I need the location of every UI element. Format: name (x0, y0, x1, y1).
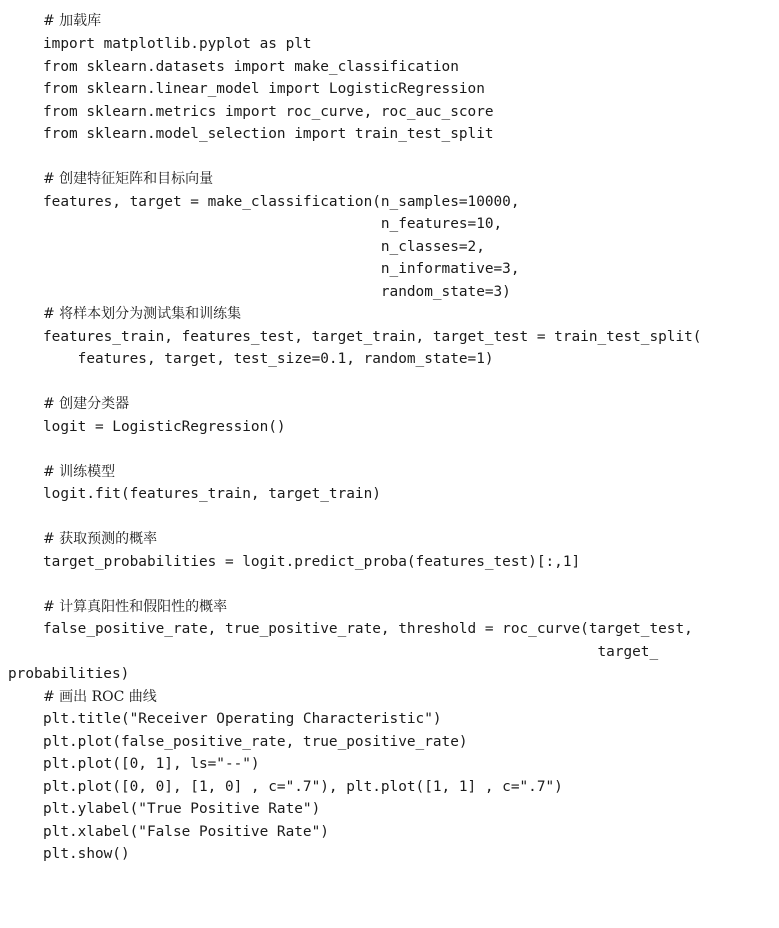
code-line: from sklearn.metrics import roc_curve, roc_auc_score (43, 104, 494, 120)
code-comment-line: # 画出 ROC 曲线 (43, 689, 157, 705)
code-comment-line: # 将样本划分为测试集和训练集 (43, 306, 242, 322)
code-line: plt.plot([0, 1], ls="--") (43, 756, 260, 772)
code-comment-line: # 计算真阳性和假阳性的概率 (43, 599, 228, 615)
code-line: false_positive_rate, true_positive_rate, threshold = roc_curve(target_test, (43, 621, 693, 637)
code-line: features, target, test_size=0.1, random_state=1) (43, 351, 494, 367)
code-line: plt.xlabel("False Positive Rate") (43, 824, 329, 840)
code-line: random_state=3) (43, 284, 511, 300)
code-line: n_informative=3, (43, 261, 520, 277)
code-line: probabilities) (8, 666, 130, 682)
code-line: target_probabilities = logit.predict_proba(features_test)[:,1] (43, 554, 581, 570)
code-line: target_ (43, 644, 659, 660)
code-comment-line: # 创建特征矩阵和目标向量 (43, 171, 214, 187)
code-line: from sklearn.linear_model import LogisticRegression (43, 81, 485, 97)
code-line: plt.plot(false_positive_rate, true_positive_rate) (43, 734, 468, 750)
code-comment-line: # 创建分类器 (43, 396, 130, 412)
code-line: from sklearn.datasets import make_classification (43, 59, 459, 75)
code-line: features_train, features_test, target_train, target_test = train_test_split( (43, 329, 702, 345)
code-line: plt.title("Receiver Operating Characteristic") (43, 711, 442, 727)
code-line: n_features=10, (43, 216, 503, 232)
code-line: logit = LogisticRegression() (43, 419, 286, 435)
code-comment-line: # 加载库 (43, 13, 102, 29)
code-line: plt.show() (43, 846, 130, 862)
code-comment-line: # 训练模型 (43, 464, 116, 480)
code-line: logit.fit(features_train, target_train) (43, 486, 381, 502)
code-line: import matplotlib.pyplot as plt (43, 36, 312, 52)
code-line: features, target = make_classification(n_samples=10000, (43, 194, 520, 210)
code-comment-line: # 获取预测的概率 (43, 531, 158, 547)
code-line: n_classes=2, (43, 239, 485, 255)
code-line: plt.ylabel("True Positive Rate") (43, 801, 321, 817)
code-line: plt.plot([0, 0], [1, 0] , c=".7"), plt.plot([1, 1] , c=".7") (43, 779, 563, 795)
code-line: from sklearn.model_selection import train_test_split (43, 126, 494, 142)
